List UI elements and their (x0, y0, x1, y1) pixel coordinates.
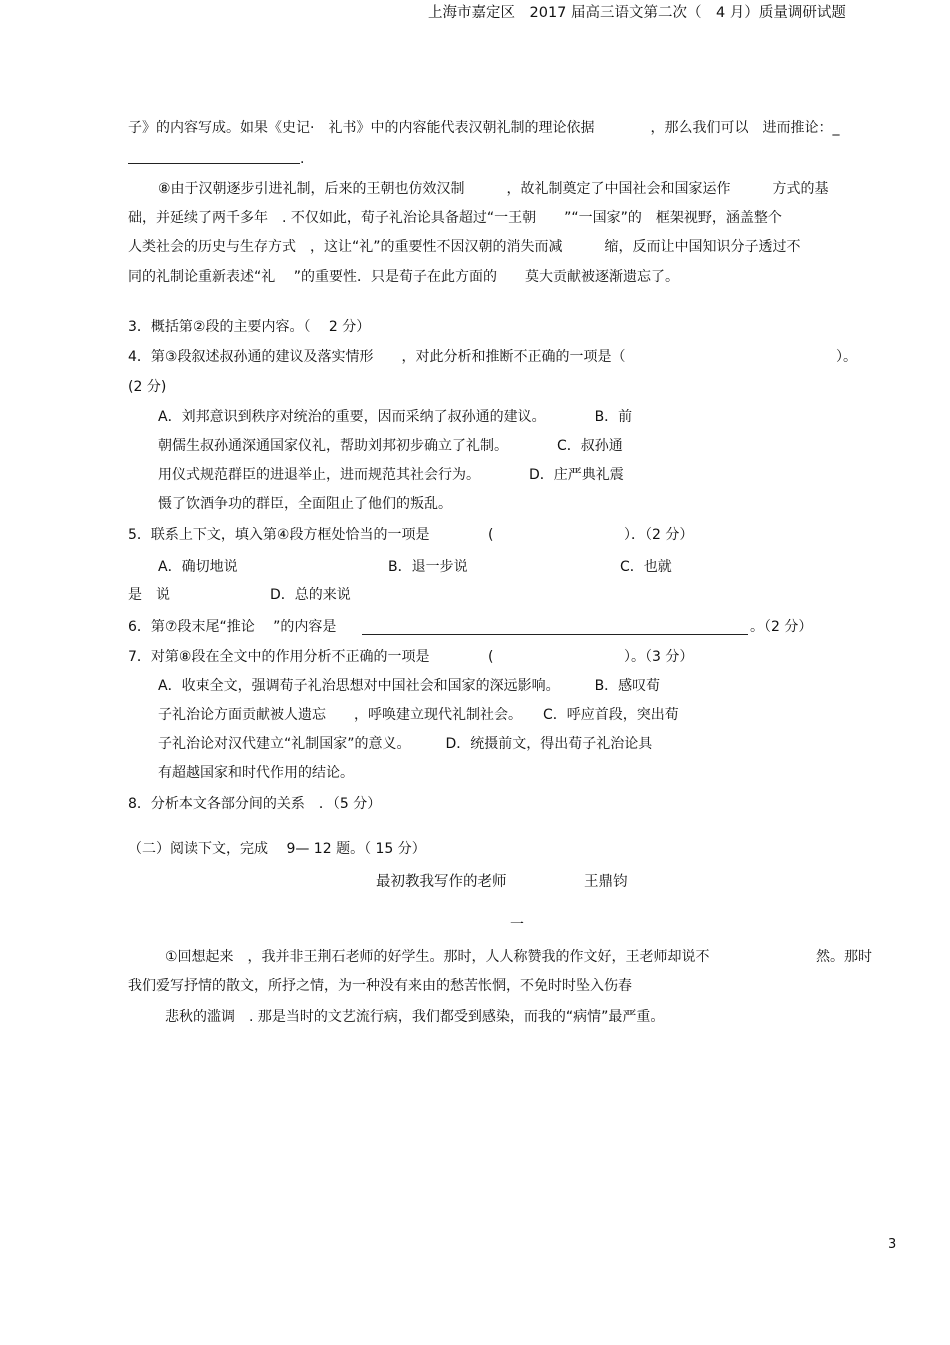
question-5-stem: 5．联系上下文，填入第④段方框处恰当的一项是 (128, 527, 430, 543)
paragraph-8-line: 同的礼制论重新表述“礼 ”的重要性．只是荀子在此方面的 莫大贡献被逐渐遗忘了。 (128, 269, 679, 285)
question-7-option-line: A．收束全文，强调荀子礼治思想对中国社会和国家的深远影响。 B．感叹荀 (158, 678, 661, 694)
passage-line: 子》的内容写成。如果《史记· 礼书》中的内容能代表汉朝礼制的理论依据 ，那么我们可以 进而推论：_ (128, 120, 840, 136)
paragraph-8-line: 础，并延续了两千多年 . 不仅如此，荀子礼治论具备超过“一王朝 ”“一国家”的 框架视野，涵盖整个 (128, 210, 782, 226)
article-paragraph-line: 悲秋的滥调 . 那是当时的文艺流行病，我们都受到感染，而我的“病情”最严重。 (165, 1009, 665, 1025)
passage-line-end: . (300, 151, 305, 167)
question-5-option-a: A．确切地说 (158, 559, 238, 575)
question-6-score: 。（2 分） (750, 619, 813, 635)
question-4-score: (2 分) (128, 379, 167, 395)
question-7-option-line: 有超越国家和时代作用的结论。 (158, 765, 354, 781)
article-author: 王鼎钧 (584, 874, 628, 890)
question-5-paren-open: ( (488, 527, 494, 543)
article-title: 最初教我写作的老师 (376, 874, 507, 890)
answer-blank (128, 163, 300, 164)
question-6-answer-blank (362, 634, 748, 635)
article-paragraph-line: 我们爱写抒情的散文，所抒之情，为一种没有来由的愁苦怅惘，不免时时坠入伤春 (128, 978, 632, 994)
article-paragraph-line: ①回想起来 ，我并非王荆石老师的好学生。那时，人人称赞我的作文好，王老师却说不 (165, 949, 710, 965)
question-5-option-c: C．也就 (620, 559, 672, 575)
question-4-option-line: A．刘邦意识到秩序对统治的重要，因而采纳了叔孙通的建议。 B．前 (158, 409, 633, 425)
question-5-option-d: D．总的来说 (270, 587, 351, 603)
question-3: 3．概括第②段的主要内容。（ 2 分） (128, 319, 371, 335)
question-5-option-c-cont: 是 说 (128, 587, 170, 603)
question-4-option-line: 用仪式规范群臣的进退举止，进而规范其社会行为。 D．庄严典礼震 (158, 467, 624, 483)
section-2-intro: （二）阅读下文，完成 9— 12 题。（ 15 分） (128, 841, 426, 857)
question-7-paren-open: ( (488, 649, 494, 665)
question-7-option-line: 子礼治论方面贡献被人遗忘 ，呼唤建立现代礼制社会。 C．呼应首段，突出荀 (158, 707, 679, 723)
question-8: 8．分析本文各部分间的关系 ．（5 分） (128, 796, 382, 812)
question-7-stem: 7．对第⑧段在全文中的作用分析不正确的一项是 (128, 649, 430, 665)
question-4-stem: 4．第③段叙述叔孙通的建议及落实情形 ，对此分析和推断不正确的一项是（ (128, 349, 626, 365)
article-paragraph-line-end: 然。那时 (816, 949, 872, 965)
question-7-paren-close: ）。（3 分） (624, 649, 694, 665)
part-number: 一 (510, 917, 524, 933)
question-4-option-line: 朝儒生叔孙通深通国家仪礼，帮助刘邦初步确立了礼制。 C．叔孙通 (158, 438, 623, 454)
page-header: 上海市嘉定区 2017 届高三语文第二次（ 4 月）质量调研试题 (428, 5, 846, 21)
question-4-option-line: 慑了饮酒争功的群臣，全面阻止了他们的叛乱。 (158, 496, 452, 512)
paragraph-8-line: 人类社会的历史与生存方式 ，这让“礼”的重要性不因汉朝的消失而减 缩，反而让中国知识分子透过不 (128, 239, 801, 255)
question-5-paren-close: ）．（2 分） (624, 527, 694, 543)
question-4-paren-close: ）。 (836, 349, 857, 365)
question-7-option-line: 子礼治论对汉代建立“礼制国家”的意义。 D．统摄前文，得出荀子礼治论具 (158, 736, 653, 752)
paragraph-8-line: ⑧由于汉朝逐步引进礼制，后来的王朝也仿效汉制 ，故礼制奠定了中国社会和国家运作 方式的基 (158, 181, 829, 197)
page-number: 3 (888, 1237, 897, 1252)
question-5-option-b: B．退一步说 (388, 559, 468, 575)
question-6-stem: 6．第⑦段末尾“推论 ”的内容是 (128, 619, 337, 635)
